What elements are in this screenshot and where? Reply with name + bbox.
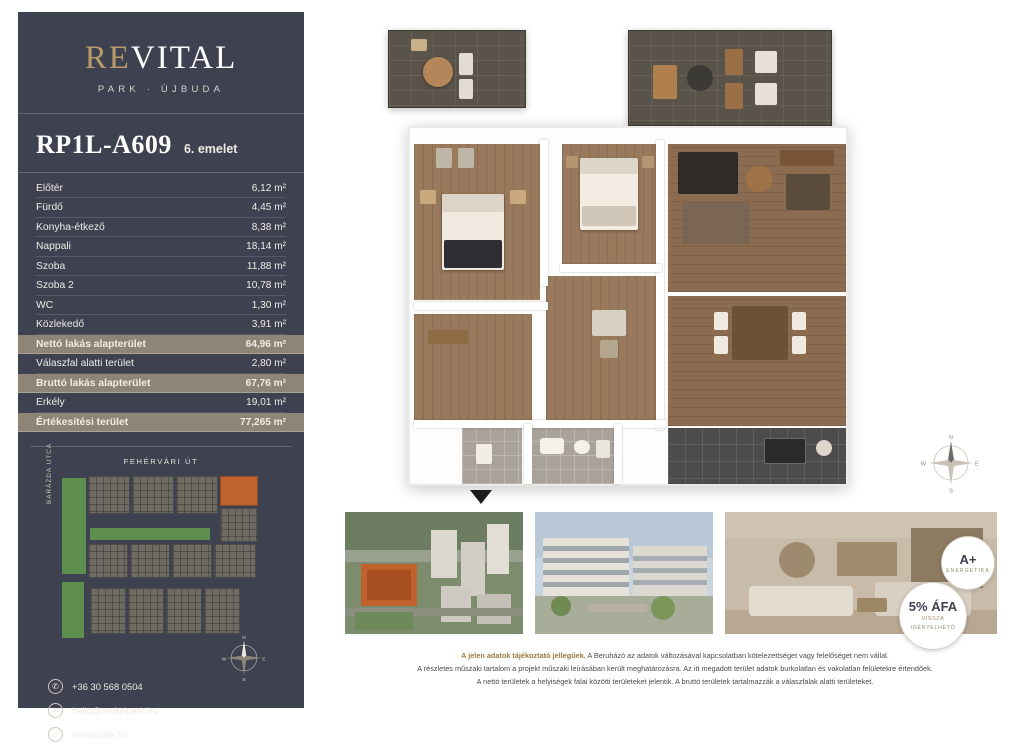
patio-chair <box>459 53 473 75</box>
toilet <box>476 444 492 464</box>
room-name: Előtér <box>36 182 63 194</box>
apartment-outline <box>408 126 848 486</box>
disclaimer-line-2: A részletes műszaki tartalom a projekt műszaki leírásában került meghatározásra. Az itt megadott terület adatok burkolatlan és vakolatlan felületekre értendőek. <box>417 663 933 673</box>
room-nappali <box>668 144 846 292</box>
unit-header <box>18 114 304 173</box>
dining-table <box>732 306 788 360</box>
bed-throw <box>444 240 502 268</box>
room-area: 11,88 m² <box>246 260 286 272</box>
aerial-view-photo <box>345 512 523 634</box>
svg-text:N: N <box>242 635 246 641</box>
contact-list <box>18 672 304 746</box>
mail-icon: ✉ <box>48 703 63 718</box>
table-row-total <box>18 335 304 354</box>
total-area: 77,265 m² <box>239 416 286 428</box>
cooktop <box>764 438 806 464</box>
building-block <box>130 544 170 578</box>
building-block <box>166 588 202 634</box>
contact-email-text: hello@revitalpark.hu <box>72 704 158 716</box>
vat-badge-line2: IGÉNYELHETŐ <box>910 624 956 631</box>
building-block <box>176 476 218 514</box>
building-block <box>132 476 174 514</box>
brand-subtitle: PARK · ÚJBUDA <box>97 84 225 95</box>
total-name: Erkély <box>36 397 65 409</box>
contact-website-text: revitalpark.hu <box>72 728 129 740</box>
terrace-left <box>388 30 526 108</box>
building-exterior-photo <box>535 512 713 634</box>
building-block <box>128 588 164 634</box>
table-row <box>36 315 286 334</box>
svg-text:S: S <box>242 678 246 682</box>
svg-text:W: W <box>920 461 926 468</box>
interior-wall <box>656 140 664 430</box>
interior-wall <box>540 140 548 286</box>
sink <box>816 440 832 456</box>
total-name: Válaszfal alatti terület <box>36 358 134 370</box>
entrance-arrow-icon <box>470 490 492 504</box>
disclaimer-line-1-rest: A Beruházó az adatok változásával kapcsolatban kötelezettséget vagy felelőséget nem vállal. <box>585 651 889 660</box>
wardrobe <box>458 148 474 168</box>
table-row <box>36 218 286 237</box>
dining-chair <box>714 312 728 330</box>
green-area <box>62 478 86 574</box>
room-name: Szoba 2 <box>36 280 74 292</box>
room-area: 1,30 m² <box>251 299 286 311</box>
room-area: 4,45 m² <box>251 202 286 214</box>
table-row <box>36 393 286 412</box>
patio-stool <box>755 51 777 73</box>
patio-stool <box>411 39 427 51</box>
room-konyha-etkezo <box>668 428 846 484</box>
vat-badge-title: 5% ÁFA <box>908 599 958 615</box>
room-area: 6,12 m² <box>251 182 286 194</box>
table-row <box>36 354 286 373</box>
nightstand <box>420 190 436 204</box>
total-area: 64,96 m² <box>245 338 286 350</box>
disclaimer-line-1 <box>345 650 1005 663</box>
table-row-total <box>18 374 304 393</box>
sofa <box>678 152 738 194</box>
room-area-table <box>18 173 304 432</box>
room-szoba-2 <box>562 144 662 266</box>
energy-badge-subtitle: ENERGETIKA <box>946 567 990 574</box>
washbasin <box>574 440 590 454</box>
energy-badge-title: A+ <box>959 551 977 567</box>
room-wc <box>462 428 522 484</box>
terrace-right <box>628 30 832 126</box>
wardrobe <box>436 148 452 168</box>
total-area: 19,01 m² <box>246 397 286 409</box>
svg-text:N: N <box>949 434 953 441</box>
room-area: 8,38 m² <box>251 221 286 233</box>
dining-chair <box>714 336 728 354</box>
dining-chair <box>792 336 806 354</box>
table-row <box>36 179 286 198</box>
room-name: Nappali <box>36 241 71 253</box>
interior-wall <box>614 424 622 484</box>
building-block <box>90 588 126 634</box>
patio-table <box>423 57 453 87</box>
patio-chair <box>459 79 473 99</box>
pillows <box>442 194 504 212</box>
compass-small-icon <box>220 634 268 682</box>
building-block <box>172 544 212 578</box>
coffee-table <box>746 166 772 192</box>
vat-badge-line1: VISSZA <box>921 616 945 623</box>
building-block <box>220 508 258 542</box>
phone-icon: ✆ <box>48 679 63 694</box>
floorplan-render <box>330 14 1002 500</box>
nightstand <box>566 156 578 168</box>
shoe-cabinet <box>428 330 468 344</box>
area-rug <box>682 202 750 244</box>
room-nappali-lower <box>668 296 846 426</box>
green-area <box>90 528 210 540</box>
room-name: Konyha-étkező <box>36 221 105 233</box>
interior-wall <box>414 302 548 310</box>
room-name: WC <box>36 299 54 311</box>
patio-stool <box>755 83 777 105</box>
building-block <box>204 588 240 634</box>
chair <box>600 340 618 358</box>
room-area: 3,91 m² <box>251 319 286 331</box>
total-name: Nettó lakás alapterület <box>36 338 146 350</box>
armchair <box>786 174 830 210</box>
total-name: Bruttó lakás alapterület <box>36 377 151 389</box>
table-row <box>36 237 286 256</box>
patio-chair <box>725 49 743 75</box>
table-row <box>36 257 286 276</box>
interior-wall <box>560 264 662 272</box>
compass-large-icon <box>920 432 982 494</box>
site-map-street-left: BARÁZDA UTCA <box>46 443 53 505</box>
table-row <box>36 198 286 217</box>
room-kozlekedo <box>546 276 662 426</box>
dining-chair <box>792 312 806 330</box>
disclaimer-line-3: A nettó területek a helyiségek falai közötti területeket jelentik. A bruttó területek tartalmazzák a válaszfalak alatti területeket. <box>476 676 874 686</box>
svg-text:E: E <box>262 657 266 663</box>
table-row-total <box>18 413 304 432</box>
contact-phone-text: +36 30 568 0504 <box>72 680 143 692</box>
green-area <box>62 582 84 638</box>
unit-floor: 6. emelet <box>183 142 238 156</box>
total-name: Értékesítési terület <box>36 416 129 428</box>
sidebar <box>18 12 304 740</box>
building-block <box>88 544 128 578</box>
site-map-street-top: FEHÉRVÁRI ÚT <box>123 457 199 467</box>
total-area: 2,80 m² <box>251 358 286 370</box>
unit-code: RP1L-A609 <box>36 130 172 159</box>
patio-table <box>687 65 713 91</box>
tv-console <box>780 150 834 166</box>
interior-wall <box>524 424 532 484</box>
table-row <box>36 276 286 295</box>
lounge-sofa <box>653 65 677 99</box>
building-block <box>214 544 256 578</box>
room-name: Fürdő <box>36 202 63 214</box>
pillows <box>580 158 638 174</box>
building-block <box>88 476 130 514</box>
svg-text:W: W <box>221 657 227 663</box>
room-name: Szoba <box>36 260 66 272</box>
brand-name-accent: RE <box>84 40 131 76</box>
total-area: 67,76 m² <box>245 377 286 389</box>
globe-icon: ⌂ <box>48 727 63 742</box>
toilet <box>596 440 610 458</box>
disclaimer-lead: A jelen adatok tájékoztató jellegűek. <box>461 651 586 660</box>
brand-name-rest: VITAL <box>130 40 238 76</box>
nightstand <box>642 156 654 168</box>
room-area: 10,78 m² <box>246 280 286 292</box>
interior-wall <box>414 420 666 428</box>
bathtub <box>540 438 564 454</box>
patio-chair <box>725 83 743 109</box>
room-eloter <box>414 314 532 424</box>
building-block-highlighted <box>220 476 258 506</box>
contact-email[interactable] <box>48 698 304 722</box>
svg-text:S: S <box>949 488 953 494</box>
energy-badge <box>941 536 995 590</box>
brand-name <box>18 42 304 75</box>
vat-badge <box>899 582 967 650</box>
room-furdo <box>532 428 618 484</box>
contact-website[interactable] <box>48 722 304 746</box>
svg-text:E: E <box>975 461 979 468</box>
room-name: Közlekedő <box>36 319 85 331</box>
nightstand <box>510 190 526 204</box>
room-szoba <box>414 144 540 300</box>
table-row <box>36 296 286 315</box>
room-area: 18,14 m² <box>246 241 286 253</box>
brand-block <box>18 12 304 114</box>
disclaimer-block <box>345 650 1005 688</box>
bed-throw <box>582 206 636 226</box>
desk <box>592 310 626 336</box>
